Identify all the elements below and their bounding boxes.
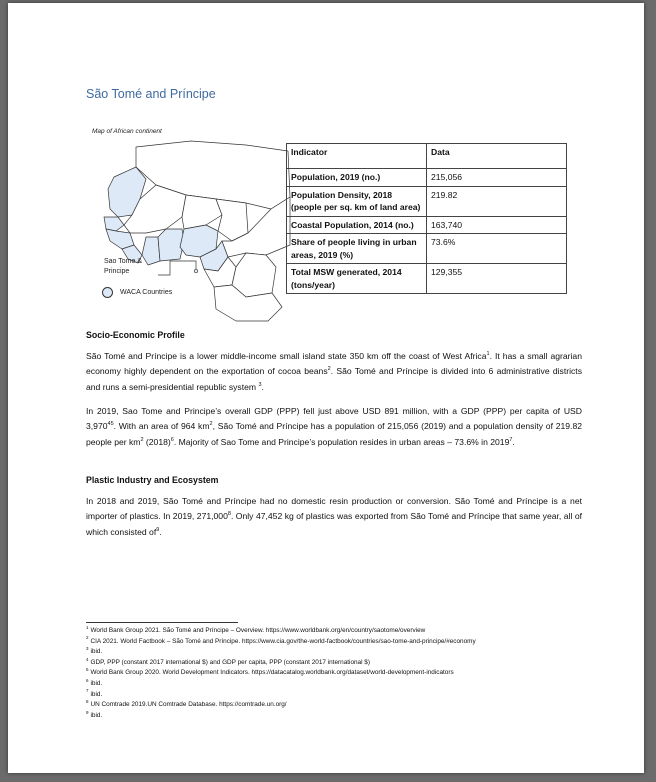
footnote-separator [86,622,238,623]
table-header-row [287,144,567,169]
footnote: $^7$ ibid. [86,688,103,698]
table-cell-indicator: Coastal Population, 2014 (no.) [287,216,427,234]
map-chad [216,199,248,241]
table-cell-indicator: Share of people living in urban areas, 2019 (%) [287,234,427,264]
map-cote-divoire [142,237,160,265]
footnote: $^4$ GDP, PPP (constant 2017 international $) and GDP per capita, PPP (constant 2017 international $) [86,656,370,666]
socio-economic-heading: Socio-Economic Profile [86,330,185,340]
table-cell-value: 73.6% [427,234,567,264]
table-row [287,264,567,294]
footnotes [86,626,566,721]
socio-paragraph-1: São Tomé and Príncipe is a lower middle-income small island state 350 km off the coast of West Africa$^1$. It has a small agrarian economy highly dependent on the exportation of cocoa beans$^2$. São Tomé and Príncipe is divided into 6 administrative districts and runs a semi-presidential republic system $^3$. [86,351,582,392]
socio-paragraph-2: In 2019, Sao Tome and Principe’s overall GDP (PPP) fell just above USD 891 million, with a GDP (PPP) per capita of USD 3,970$^{45}$. With an area of 964 $km^2$, São Tomé and Príncipe has a population of 215,056 (2019) and a population density of 219.82 people per $km^2$ $(2018)^6$. Majority of Sao Tome and Principe’s population resides in urban areas – 73.6% in 2019$^7$. [86,406,583,447]
footnote: $^3$ ibid. [86,646,103,656]
indicator-table [286,143,567,294]
footnote: $^1$ World Bank Group 2021. São Tomé and Príncipe – Overview. https://www.worldbank.org/en/country/saotome/overview [86,624,426,634]
table-cell-value: 219.82 [427,186,567,216]
legend-circle-icon [102,287,113,298]
table-cell-value: 163,740 [427,216,567,234]
table-row [287,216,567,234]
page-title: São Tomé and Príncipe [86,87,216,101]
footnote: $^8$ UN Comtrade 2019.UN Comtrade Database. https://comtrade.un.org/ [86,699,287,709]
map-sao-tome-island [194,269,198,273]
table-row [287,186,567,216]
table-cell-value: 129,355 [427,264,567,294]
document-page [8,3,644,773]
map-callout-line [158,261,196,275]
table-header-indicator: Indicator [287,144,427,169]
footnote: $^9$ ibid. [86,709,103,719]
legend-label: WACA Countries [120,289,173,296]
table-row [287,234,567,264]
table-header-data: Data [427,144,567,169]
table-row [287,169,567,187]
footnote: $^2$ CIA 2021. World Factbook – São Tomé and Príncipe. https://www.cia.gov/the-world-factbook/countries/sao-tome-and-principe/#economy [86,635,476,645]
plastic-industry-heading: Plastic Industry and Ecosystem [86,475,219,485]
footnote: $^6$ ibid. [86,677,103,687]
table-cell-indicator: Total MSW generated, 2014 (tons/year) [287,264,427,294]
map-callout-label: Sao Tome & Principe [104,258,143,275]
footnote: $^5$ World Bank Group 2020. World Development Indicators. https://datacatalog.worldbank.org/dataset/world-development-indicators [86,667,454,677]
map-legend [102,287,172,298]
table-cell-indicator: Population Density, 2018 (people per sq. km of land area) [287,186,427,216]
map-niger [182,195,222,229]
map-caption: Map of African continent [92,128,162,135]
table-cell-indicator: Population, 2019 (no.) [287,169,427,187]
plastic-paragraph: In 2018 and 2019, São Tomé and Príncipe had no domestic resin production or conversion. São Tomé and Príncipe is a net importer of plastics. In 2019, 271,000$^8$. Only 47,452 kg of plastics was exported from São Tomé and Príncipe that same year, all of which consisted $of^9$. [86,496,582,537]
table-cell-value: 215,056 [427,169,567,187]
